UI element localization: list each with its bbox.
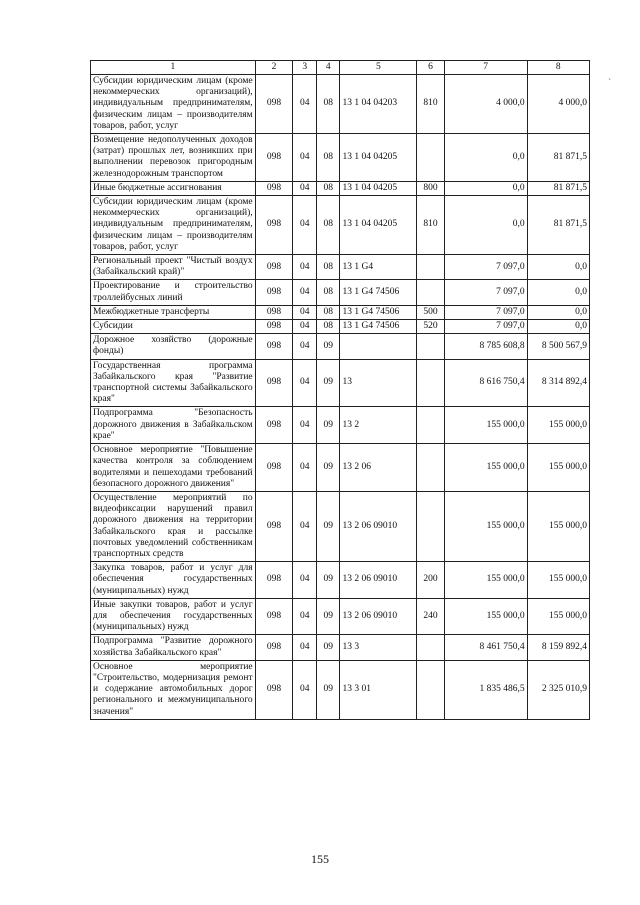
row-sum-year2-cell: 81 871,5 (527, 181, 589, 195)
table-row (91, 334, 590, 359)
row-name-cell: Возмещение недополученных доходов (затрат) прошлых лет, возникших при выполнении перевозок пригородным железнодорожным транспортом (91, 134, 256, 182)
row-target-article-cell: 13 1 G4 74506 (340, 305, 417, 319)
row-name-cell: Региональный проект "Чистый воздух (Забайкальский край)" (91, 255, 256, 280)
row-expense-type-cell (417, 134, 445, 182)
row-grbs-cell: 098 (255, 334, 293, 359)
row-subsection-cell: 08 (316, 255, 340, 280)
row-subsection-cell: 08 (316, 280, 340, 305)
row-sum-year1-cell: 8 616 750,4 (444, 359, 527, 407)
row-expense-type-cell: 520 (417, 320, 445, 334)
table-row (91, 196, 590, 255)
row-name-cell: Субсидии юридическим лицам (кроме некоммерческих организаций), индивидуальным предпринимателям, физическим лицам – производителям товаров, работ, услуг (91, 75, 256, 134)
header-col-3: 3 (293, 61, 317, 75)
row-name-cell: Субсидии юридическим лицам (кроме некоммерческих организаций), индивидуальным предпринимателям, физическим лицам – производителям товаров, работ, услуг (91, 196, 256, 255)
row-grbs-cell: 098 (255, 635, 293, 660)
row-expense-type-cell (417, 334, 445, 359)
row-name-cell: Основное мероприятие "Повышение качества контроля за соблюдением водителями и пешеходами требований безопасного дорожного движения" (91, 444, 256, 492)
row-section-cell: 04 (293, 181, 317, 195)
row-sum-year2-cell: 8 314 892,4 (527, 359, 589, 407)
row-name-cell: Проектирование и строительство троллейбусных линий (91, 280, 256, 305)
row-sum-year1-cell: 8 785 608,8 (444, 334, 527, 359)
row-target-article-cell: 13 (340, 359, 417, 407)
row-expense-type-cell (417, 407, 445, 444)
header-col-8: 8 (527, 61, 589, 75)
row-name-cell: Государственная программа Забайкальского края "Развитие транспортной системы Забайкальского края" (91, 359, 256, 407)
row-target-article-cell: 13 1 04 04205 (340, 181, 417, 195)
row-sum-year2-cell: 155 000,0 (527, 407, 589, 444)
row-grbs-cell: 098 (255, 305, 293, 319)
row-sum-year1-cell: 7 097,0 (444, 305, 527, 319)
table-row (91, 660, 590, 719)
row-sum-year1-cell: 7 097,0 (444, 280, 527, 305)
row-section-cell: 04 (293, 320, 317, 334)
row-target-article-cell: 13 2 06 09010 (340, 598, 417, 635)
row-expense-type-cell: 500 (417, 305, 445, 319)
row-sum-year1-cell: 155 000,0 (444, 491, 527, 561)
row-subsection-cell: 08 (316, 196, 340, 255)
margin-tick: ˎ (608, 70, 611, 80)
row-subsection-cell: 08 (316, 320, 340, 334)
row-sum-year2-cell: 81 871,5 (527, 196, 589, 255)
header-col-2: 2 (255, 61, 293, 75)
table-row (91, 181, 590, 195)
table-row (91, 75, 590, 134)
row-subsection-cell: 09 (316, 660, 340, 719)
row-expense-type-cell: 240 (417, 598, 445, 635)
header-col-4: 4 (316, 61, 340, 75)
row-section-cell: 04 (293, 491, 317, 561)
row-section-cell: 04 (293, 635, 317, 660)
row-grbs-cell: 098 (255, 359, 293, 407)
row-sum-year1-cell: 1 835 486,5 (444, 660, 527, 719)
row-target-article-cell: 13 1 04 04205 (340, 134, 417, 182)
row-name-cell: Межбюджетные трансферты (91, 305, 256, 319)
table-row (91, 444, 590, 492)
row-target-article-cell (340, 334, 417, 359)
header-col-6: 6 (417, 61, 445, 75)
row-sum-year1-cell: 155 000,0 (444, 407, 527, 444)
row-grbs-cell: 098 (255, 134, 293, 182)
row-grbs-cell: 098 (255, 181, 293, 195)
row-name-cell: Закупка товаров, работ и услуг для обеспечения государственных (муниципальных) нужд (91, 562, 256, 599)
row-name-cell: Подпрограмма "Развитие дорожного хозяйства Забайкальского края" (91, 635, 256, 660)
table-row (91, 305, 590, 319)
row-subsection-cell: 09 (316, 598, 340, 635)
header-col-7: 7 (444, 61, 527, 75)
row-section-cell: 04 (293, 359, 317, 407)
row-expense-type-cell (417, 359, 445, 407)
page-number: 155 (311, 852, 329, 866)
row-sum-year1-cell: 155 000,0 (444, 562, 527, 599)
row-section-cell: 04 (293, 280, 317, 305)
row-target-article-cell: 13 3 (340, 635, 417, 660)
table-row (91, 635, 590, 660)
row-section-cell: 04 (293, 255, 317, 280)
row-target-article-cell: 13 2 (340, 407, 417, 444)
row-grbs-cell: 098 (255, 660, 293, 719)
row-sum-year2-cell: 0,0 (527, 305, 589, 319)
row-section-cell: 04 (293, 444, 317, 492)
row-expense-type-cell: 800 (417, 181, 445, 195)
row-target-article-cell: 13 1 G4 74506 (340, 320, 417, 334)
row-subsection-cell: 09 (316, 334, 340, 359)
row-sum-year1-cell: 7 097,0 (444, 255, 527, 280)
row-expense-type-cell: 810 (417, 75, 445, 134)
row-name-cell: Иные закупки товаров, работ и услуг для обеспечения государственных (муниципальных) нужд (91, 598, 256, 635)
row-subsection-cell: 09 (316, 491, 340, 561)
row-sum-year2-cell: 4 000,0 (527, 75, 589, 134)
row-section-cell: 04 (293, 196, 317, 255)
row-sum-year1-cell: 4 000,0 (444, 75, 527, 134)
row-subsection-cell: 08 (316, 181, 340, 195)
row-target-article-cell: 13 1 04 04203 (340, 75, 417, 134)
row-section-cell: 04 (293, 562, 317, 599)
row-expense-type-cell: 810 (417, 196, 445, 255)
table-row (91, 598, 590, 635)
row-sum-year1-cell: 155 000,0 (444, 444, 527, 492)
table-row (91, 320, 590, 334)
row-expense-type-cell (417, 255, 445, 280)
row-expense-type-cell (417, 444, 445, 492)
row-section-cell: 04 (293, 134, 317, 182)
row-sum-year2-cell: 155 000,0 (527, 491, 589, 561)
row-expense-type-cell (417, 491, 445, 561)
row-sum-year2-cell: 8 500 567,9 (527, 334, 589, 359)
row-expense-type-cell (417, 280, 445, 305)
row-target-article-cell: 13 2 06 09010 (340, 491, 417, 561)
row-name-cell: Дорожное хозяйство (дорожные фонды) (91, 334, 256, 359)
row-sum-year1-cell: 7 097,0 (444, 320, 527, 334)
row-subsection-cell: 08 (316, 305, 340, 319)
table-row (91, 255, 590, 280)
row-target-article-cell: 13 2 06 09010 (340, 562, 417, 599)
row-grbs-cell: 098 (255, 562, 293, 599)
row-target-article-cell: 13 1 G4 (340, 255, 417, 280)
row-sum-year2-cell: 0,0 (527, 280, 589, 305)
table-row (91, 407, 590, 444)
row-grbs-cell: 098 (255, 255, 293, 280)
row-name-cell: Основное мероприятие "Строительство, модернизация ремонт и содержание автомобильных дорог регионального и межмуниципального значения" (91, 660, 256, 719)
table-row (91, 491, 590, 561)
row-section-cell: 04 (293, 305, 317, 319)
table-header-row (91, 61, 590, 75)
row-sum-year2-cell: 0,0 (527, 320, 589, 334)
row-expense-type-cell: 200 (417, 562, 445, 599)
row-subsection-cell: 09 (316, 407, 340, 444)
row-grbs-cell: 098 (255, 196, 293, 255)
row-sum-year2-cell: 2 325 010,9 (527, 660, 589, 719)
row-sum-year2-cell: 81 871,5 (527, 134, 589, 182)
row-section-cell: 04 (293, 75, 317, 134)
row-sum-year1-cell: 8 461 750,4 (444, 635, 527, 660)
row-sum-year1-cell: 0,0 (444, 181, 527, 195)
row-sum-year1-cell: 155 000,0 (444, 598, 527, 635)
row-subsection-cell: 09 (316, 562, 340, 599)
row-expense-type-cell (417, 635, 445, 660)
row-subsection-cell: 08 (316, 134, 340, 182)
row-subsection-cell: 09 (316, 635, 340, 660)
table-row (91, 134, 590, 182)
row-name-cell: Подпрограмма "Безопасность дорожного движения в Забайкальском крае" (91, 407, 256, 444)
row-grbs-cell: 098 (255, 320, 293, 334)
row-sum-year2-cell: 155 000,0 (527, 562, 589, 599)
row-grbs-cell: 098 (255, 444, 293, 492)
row-subsection-cell: 09 (316, 444, 340, 492)
row-subsection-cell: 08 (316, 75, 340, 134)
row-sum-year2-cell: 155 000,0 (527, 444, 589, 492)
row-section-cell: 04 (293, 334, 317, 359)
row-sum-year2-cell: 155 000,0 (527, 598, 589, 635)
row-sum-year1-cell: 0,0 (444, 196, 527, 255)
row-sum-year1-cell: 0,0 (444, 134, 527, 182)
row-target-article-cell: 13 2 06 (340, 444, 417, 492)
header-col-5: 5 (340, 61, 417, 75)
row-target-article-cell: 13 1 04 04205 (340, 196, 417, 255)
table-row (91, 359, 590, 407)
row-sum-year2-cell: 0,0 (527, 255, 589, 280)
row-name-cell: Иные бюджетные ассигнования (91, 181, 256, 195)
row-name-cell: Осуществление мероприятий по видеофиксации нарушений правил дорожного движения на территории Забайкальского края и рассылке почтовых уведомлений собственникам транспортных средств (91, 491, 256, 561)
row-grbs-cell: 098 (255, 598, 293, 635)
header-col-1: 1 (91, 61, 256, 75)
row-name-cell: Субсидии (91, 320, 256, 334)
table-row (91, 280, 590, 305)
row-expense-type-cell (417, 660, 445, 719)
row-sum-year2-cell: 8 159 892,4 (527, 635, 589, 660)
row-section-cell: 04 (293, 598, 317, 635)
row-target-article-cell: 13 3 01 (340, 660, 417, 719)
row-grbs-cell: 098 (255, 75, 293, 134)
row-section-cell: 04 (293, 660, 317, 719)
row-grbs-cell: 098 (255, 407, 293, 444)
row-grbs-cell: 098 (255, 280, 293, 305)
row-target-article-cell: 13 1 G4 74506 (340, 280, 417, 305)
row-grbs-cell: 098 (255, 491, 293, 561)
budget-table (90, 60, 590, 720)
row-subsection-cell: 09 (316, 359, 340, 407)
row-section-cell: 04 (293, 407, 317, 444)
table-row (91, 562, 590, 599)
